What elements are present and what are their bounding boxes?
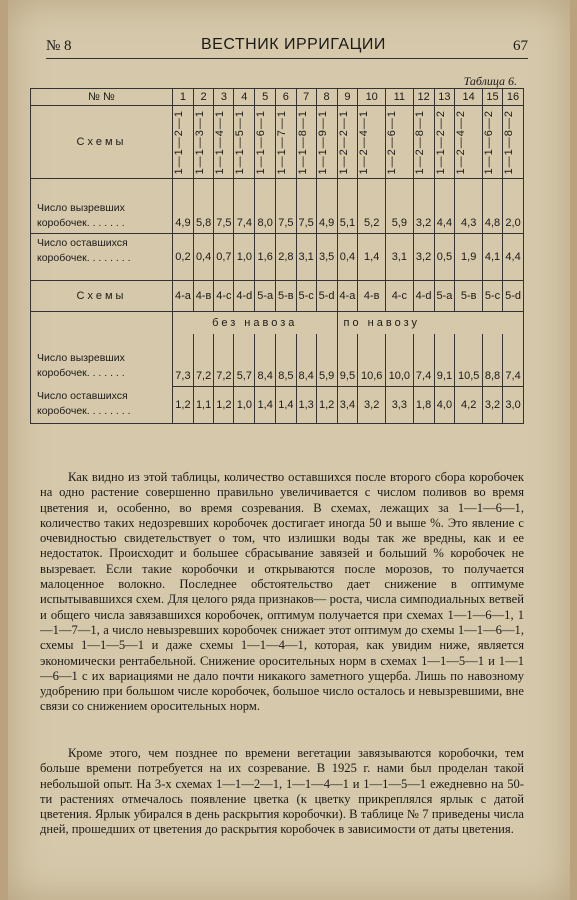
scheme-code: 5-в: [455, 281, 483, 312]
ripe-value: 7,5: [276, 179, 296, 234]
left-value: 3,3: [386, 387, 414, 424]
column-number: 2: [193, 89, 213, 106]
column-number: 4: [234, 89, 255, 106]
ripe-value: 2,0: [503, 179, 524, 234]
ripe-value: 4,4: [434, 179, 455, 234]
scheme-code: 4-a: [173, 281, 194, 312]
ripe-value: 10,5: [455, 334, 483, 387]
left-value: 4,4: [503, 234, 524, 281]
left-value: 0,2: [173, 234, 194, 281]
scheme-cell: [503, 106, 524, 179]
column-number: 13: [434, 89, 455, 106]
scheme-label: 1—1—3—1: [193, 109, 206, 175]
ripe-value: 7,2: [214, 334, 234, 387]
ripe-value: 5,2: [358, 179, 386, 234]
left-value: 1,1: [193, 387, 213, 424]
ripe-value: 3,2: [413, 179, 434, 234]
ripe-value: 5,9: [386, 179, 414, 234]
scheme-label: 1—1—7—1: [276, 109, 289, 175]
ripe-value: 4,9: [316, 179, 337, 234]
scheme-cell: [234, 106, 255, 179]
left-value: 1,4: [255, 387, 276, 424]
scheme-label: 1—1—8—1: [296, 109, 309, 175]
scheme-cell: [337, 106, 358, 179]
scheme-code: 5-с: [482, 281, 502, 312]
ripe-value: 10,0: [386, 334, 414, 387]
column-number: 5: [255, 89, 276, 106]
left-value: 1,8: [413, 387, 434, 424]
left-value: 3,1: [296, 234, 316, 281]
left-value: 1,4: [276, 387, 296, 424]
scheme-label: 1—1—5—1: [234, 109, 247, 175]
paragraph-text: Кроме этого, чем позднее по времени вегетации завязываются коробочки, тем больше времени потребуется на их созревание. В 1925 г. нами был проделан такой небольшой опыт. На 3-х схемах 1—1—2—1, 1—1—4—1 и 1—1—5—1 ежедневно на 50-ти растениях отмечалось появление цветка (к цветку прикреплялся ярлык с датой цветения. Ярлык убирался в день раскрытия коробочки). В таблице № 7 приведены числа дней, прошедших от цветения до раскрытия коробочек в зависимости от даты цветения.: [40, 746, 524, 837]
ripe-value: 7,4: [234, 179, 255, 234]
data-row-left-1: [31, 234, 524, 281]
left-value: 4,0: [434, 387, 455, 424]
scheme-code: 4-d: [413, 281, 434, 312]
scheme-label: 1—1—4—1: [214, 109, 227, 175]
scheme-cell: [455, 106, 483, 179]
scheme-label: 1—1—2—1: [173, 109, 185, 175]
column-number: 1: [173, 89, 194, 106]
left-value: 0,7: [214, 234, 234, 281]
left-value: 1,2: [214, 387, 234, 424]
scheme-cell: [482, 106, 502, 179]
column-number-row: [31, 89, 524, 106]
ripe-value: 4,3: [455, 179, 483, 234]
scheme-cell: [316, 106, 337, 179]
scheme-code: 5-d: [503, 281, 524, 312]
ripe-value: 8,5: [276, 334, 296, 387]
scheme-cell: [173, 106, 194, 179]
left-value: 1,3: [296, 387, 316, 424]
scheme-code: 5-а: [434, 281, 455, 312]
ripe-value: 8,4: [296, 334, 316, 387]
scheme-label: 1—1—8—2: [503, 109, 516, 175]
scheme-cell: [413, 106, 434, 179]
scheme-code: 4-в: [358, 281, 386, 312]
group-row: [31, 312, 524, 335]
row-label-left: Число оставшихся коробочек. . . . . . . .: [31, 234, 173, 281]
ripe-value: 4,8: [482, 179, 502, 234]
left-value: 3,2: [482, 387, 502, 424]
scheme-cell: [358, 106, 386, 179]
group-manure: по навозу: [337, 312, 523, 335]
ripe-value: 7,4: [503, 334, 524, 387]
column-number: 14: [455, 89, 483, 106]
ripe-value: 8,8: [482, 334, 502, 387]
column-number: 12: [413, 89, 434, 106]
scheme-label: 1—1—2—2: [434, 109, 447, 175]
left-value: 1,0: [234, 234, 255, 281]
left-value: 3,2: [358, 387, 386, 424]
left-value: 0,5: [434, 234, 455, 281]
ripe-value: 5,8: [193, 179, 213, 234]
scheme-label: 1—2—8—1: [413, 109, 426, 175]
column-number: 7: [296, 89, 316, 106]
column-number: 15: [482, 89, 502, 106]
left-value: 4,1: [482, 234, 502, 281]
page-number: 67: [513, 38, 528, 54]
group-no-manure: без навоза: [173, 312, 338, 335]
scheme-code: 5-с: [296, 281, 316, 312]
data-table: [30, 88, 524, 424]
paragraph-1: [40, 470, 524, 715]
ripe-value: 8,4: [255, 334, 276, 387]
ripe-value: 5,7: [234, 334, 255, 387]
scheme-label: 1—2—6—1: [386, 109, 399, 175]
left-value: 1,9: [455, 234, 483, 281]
left-value: 3,5: [316, 234, 337, 281]
ripe-value: 7,4: [413, 334, 434, 387]
scheme-label: 1—2—4—1: [358, 109, 371, 175]
scheme-cell: [276, 106, 296, 179]
ripe-value: 4,9: [173, 179, 194, 234]
scheme-label: 1—2—2—1: [337, 109, 350, 175]
row-labels-2: [31, 312, 173, 424]
row-label-ripe: Число вызревших коробочек. . . . . . .: [31, 179, 173, 234]
ripe-value: 7,3: [173, 334, 194, 387]
issue-number: № 8: [46, 38, 72, 54]
ripe-value: 7,5: [296, 179, 316, 234]
ripe-value: 5,1: [337, 179, 358, 234]
column-number: 10: [358, 89, 386, 106]
table-caption: Таблица 6.: [463, 74, 517, 88]
scheme-cell: [386, 106, 414, 179]
journal-title: ВЕСТНИК ИРРИГАЦИИ: [201, 36, 386, 53]
ripe-value: 5,9: [316, 334, 337, 387]
column-number: 3: [214, 89, 234, 106]
scheme-code: 4-с: [214, 281, 234, 312]
scheme-code: 5-d: [316, 281, 337, 312]
scheme-cell: [193, 106, 213, 179]
scheme-label: 1—1—9—1: [316, 109, 329, 175]
ripe-value: 7,5: [214, 179, 234, 234]
ripe-value: 7,2: [193, 334, 213, 387]
scheme-code: 5-а: [255, 281, 276, 312]
scheme-label: 1—2—4—2: [455, 109, 468, 175]
column-number: 9: [337, 89, 358, 106]
left-value: 1,4: [358, 234, 386, 281]
ripe-value: 8,0: [255, 179, 276, 234]
scheme-cell: [434, 106, 455, 179]
column-number: 11: [386, 89, 414, 106]
left-value: 1,2: [316, 387, 337, 424]
left-value: 3,0: [503, 387, 524, 424]
scheme-cell: [214, 106, 234, 179]
schemes-row-1: [31, 106, 524, 179]
num-header: № №: [31, 89, 173, 106]
left-value: 1,0: [234, 387, 255, 424]
left-value: 3,1: [386, 234, 414, 281]
left-value: 3,2: [413, 234, 434, 281]
row-label-left: Число оставшихся коробочек. . . . . . . .: [37, 390, 131, 417]
schemes-label: Схемы: [31, 281, 173, 312]
left-value: 0,4: [193, 234, 213, 281]
paragraph-2: [40, 746, 524, 838]
left-value: 3,4: [337, 387, 358, 424]
scheme-label: 1—1—6—2: [482, 109, 495, 175]
column-number: 6: [276, 89, 296, 106]
scheme-code: 4-в: [193, 281, 213, 312]
schemes-label: Схемы: [31, 106, 173, 179]
left-value: 2,8: [276, 234, 296, 281]
left-value: 0,4: [337, 234, 358, 281]
scheme-code: 4-с: [386, 281, 414, 312]
ripe-value: 10,6: [358, 334, 386, 387]
scheme-code: 4-d: [234, 281, 255, 312]
scheme-code: 4-а: [337, 281, 358, 312]
scheme-label: 1—1—6—1: [255, 109, 268, 175]
column-number: 16: [503, 89, 524, 106]
scheme-code: 5-в: [276, 281, 296, 312]
data-row-ripe-1: [31, 179, 524, 234]
column-number: 8: [316, 89, 337, 106]
left-value: 4,2: [455, 387, 483, 424]
scheme-cell: [255, 106, 276, 179]
page-header: [46, 36, 528, 59]
ripe-value: 9,5: [337, 334, 358, 387]
scheme-cell: [296, 106, 316, 179]
paragraph-text: Как видно из этой таблицы, количество оставшихся после второго сбора коробочек на одно растение совершенно правильно увеличивается с числом поливов во время цветения и, особенно, во время созревания. В схемах, лежащих за 1—1—6—1, количество таких недозревших коробочек достигает иногда 50 и выше %. Это явление с очевидностью свидетельствует о том, что излишки воды так же вредны, как и ее недостаток. Происходит и большее сбрасывание завязей и больший % коробочек не вызревает. Если такие коробочки и открываются после морозов, то получается малоценное волокно. Последнее обстоятельство дает снижение в оптимуме испытывавшихся схем. Для целого ряда признаков— роста, числа симподиальных ветвей и общего числа завязавшихся коробочек, оптимум получается при схемах 1—1—6—1, 1—1—7—1, а число невызревших коробочек снижает этот оптимум до схемы 1—1—6—1, схемы 1—1—5—1 и даже схемы 1—1—4—1, которая, как увидим ниже, является экономически рентабельной. Снижение оросительных норм в схемах 1—1—5—1 и 1—1—6—1 с их вариациями не дало почти никакого заметного ущерба. Лишь по навозному удобрению при большом числе коробочек, большое число осталось и невызревшими, вне связи со снижением оросительных норм.: [40, 470, 524, 714]
row-label-ripe: Число вызревших коробочек. . . . . . .: [37, 352, 125, 379]
left-value: 1,6: [255, 234, 276, 281]
schemes-row-2: [31, 281, 524, 312]
left-value: 1,2: [173, 387, 194, 424]
ripe-value: 9,1: [434, 334, 455, 387]
